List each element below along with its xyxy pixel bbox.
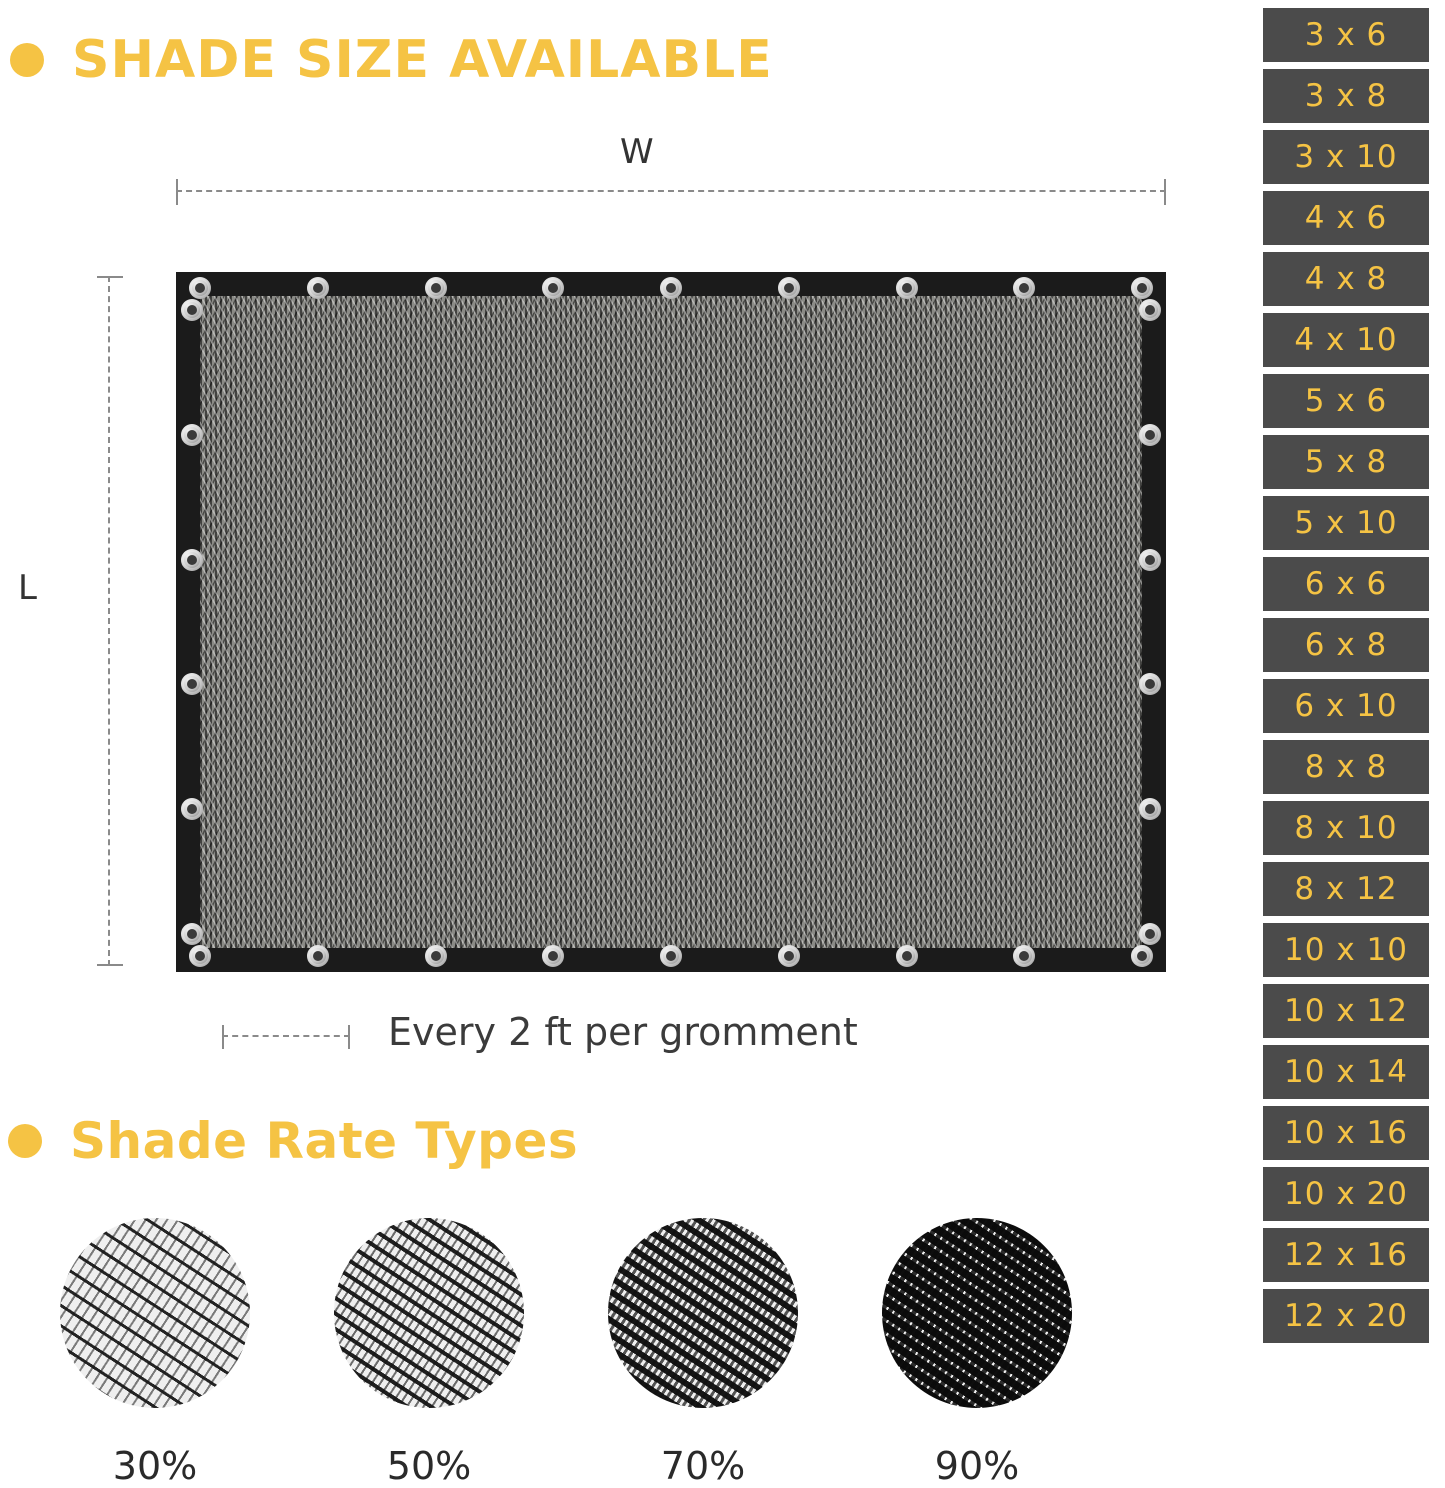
mesh-fabric-texture: [200, 296, 1142, 948]
bullet-dot-icon: [10, 43, 44, 77]
size-chip[interactable]: 8 x 8: [1263, 740, 1429, 794]
size-list: [1263, 8, 1429, 1343]
grommet-top: [307, 277, 329, 299]
size-chip[interactable]: 10 x 12: [1263, 984, 1429, 1038]
grommet-right: [1139, 673, 1161, 695]
bullet-dot-icon: [8, 1124, 42, 1158]
grommet-top: [425, 277, 447, 299]
grommet-left: [181, 299, 203, 321]
size-chip[interactable]: 5 x 8: [1263, 435, 1429, 489]
grommet-bottom: [542, 945, 564, 967]
size-chip[interactable]: 5 x 6: [1263, 374, 1429, 428]
length-label: L: [18, 568, 37, 608]
size-chip[interactable]: 12 x 16: [1263, 1228, 1429, 1282]
shade-rate-item: [60, 1218, 250, 1488]
shade-rate-list: [60, 1218, 1200, 1488]
shade-rate-item: [334, 1218, 524, 1488]
size-chip[interactable]: 8 x 12: [1263, 862, 1429, 916]
size-chip[interactable]: 4 x 8: [1263, 252, 1429, 306]
size-chip[interactable]: 12 x 20: [1263, 1289, 1429, 1343]
grommet-bottom: [896, 945, 918, 967]
width-label: W: [620, 132, 654, 172]
grommet-top: [189, 277, 211, 299]
grommet-right: [1139, 923, 1161, 945]
shade-cloth-illustration: [176, 272, 1166, 972]
grommet-left: [181, 549, 203, 571]
size-chip[interactable]: 4 x 6: [1263, 191, 1429, 245]
shade-rate-title: [8, 1112, 578, 1170]
grommet-bottom: [425, 945, 447, 967]
page-title-text: SHADE SIZE AVAILABLE: [72, 30, 773, 90]
shade-rate-item: [608, 1218, 798, 1488]
page-title: [10, 30, 773, 90]
mesh-30-icon: [60, 1218, 250, 1408]
size-chip[interactable]: 10 x 20: [1263, 1167, 1429, 1221]
size-chip[interactable]: 8 x 10: [1263, 801, 1429, 855]
grommet-right: [1139, 424, 1161, 446]
grommet-right: [1139, 299, 1161, 321]
grommet-right: [1139, 798, 1161, 820]
grommet-bottom: [1013, 945, 1035, 967]
shade-rate-label: 70%: [660, 1444, 746, 1488]
mesh-90-icon: [882, 1218, 1072, 1408]
size-chip[interactable]: 10 x 10: [1263, 923, 1429, 977]
grommet-bottom: [1131, 945, 1153, 967]
mesh-50-icon: [334, 1218, 524, 1408]
grommet-bottom: [307, 945, 329, 967]
shade-rate-title-text: Shade Rate Types: [70, 1112, 579, 1170]
size-chip[interactable]: 6 x 6: [1263, 557, 1429, 611]
grommet-right: [1139, 549, 1161, 571]
size-chip[interactable]: 10 x 16: [1263, 1106, 1429, 1160]
size-chip[interactable]: 3 x 6: [1263, 8, 1429, 62]
size-chip[interactable]: 4 x 10: [1263, 313, 1429, 367]
grommet-top: [660, 277, 682, 299]
size-chip[interactable]: 6 x 10: [1263, 679, 1429, 733]
grommet-left: [181, 424, 203, 446]
grommet-bottom: [660, 945, 682, 967]
shade-rate-label: 30%: [112, 1444, 198, 1488]
grommet-spacing-dimension-line: [222, 1035, 350, 1038]
size-chip[interactable]: 10 x 14: [1263, 1045, 1429, 1099]
grommet-top: [1131, 277, 1153, 299]
grommet-top: [896, 277, 918, 299]
length-dimension-line: [108, 276, 111, 966]
shade-rate-label: 50%: [386, 1444, 472, 1488]
size-chip[interactable]: 3 x 10: [1263, 130, 1429, 184]
grommet-top: [778, 277, 800, 299]
shade-rate-label: 90%: [934, 1444, 1020, 1488]
grommet-spacing-note: Every 2 ft per gromment: [388, 1010, 858, 1054]
grommet-left: [181, 923, 203, 945]
shade-dimension-diagram: [0, 90, 1260, 1090]
grommet-bottom: [778, 945, 800, 967]
width-dimension-line: [176, 190, 1166, 193]
grommet-bottom: [189, 945, 211, 967]
size-chip[interactable]: 3 x 8: [1263, 69, 1429, 123]
mesh-70-icon: [608, 1218, 798, 1408]
size-chip[interactable]: 6 x 8: [1263, 618, 1429, 672]
size-chip[interactable]: 5 x 10: [1263, 496, 1429, 550]
shade-rate-item: [882, 1218, 1072, 1488]
